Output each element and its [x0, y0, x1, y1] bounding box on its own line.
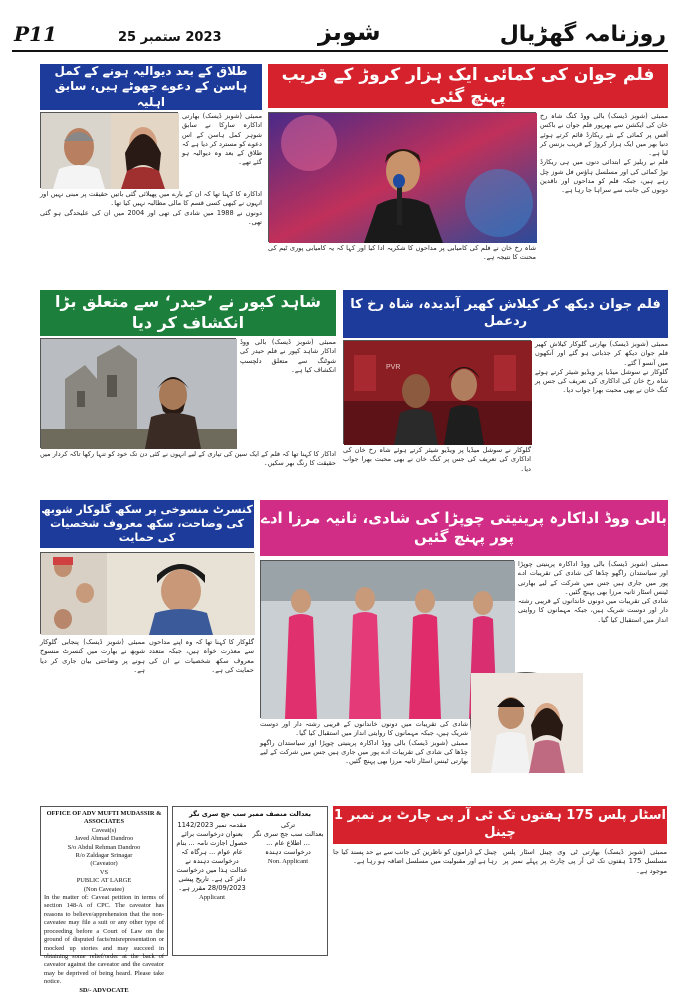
- kailash-paragraph: ممبئی (شوبز ڈیسک) بھارتی گلوکار کیلاش کھیر فلم جوان دیکھ کر جذباتی ہو گئے اور آنکھوں میں آنسو آ گئے۔: [535, 340, 668, 367]
- kailash-paragraph: گلوکار نے سوشل میڈیا پر ویڈیو شیئر کرتے ہوئے شاہ رخ خان کی اداکاری کی تعریف کی جس پر کنگ خان نے بھی محبت بھرا جواب دیا۔: [343, 446, 531, 473]
- shubh-paragraph: گلوکار کا کہنا تھا کہ وہ اپنے مداحوں سے معذرت خواہ ہیں، جبکہ متعدد معروف سکھ شخصیات نے ان کی حمایت کی ہے۔: [149, 638, 254, 674]
- notice2-label: Non. Applicant: [267, 858, 309, 865]
- starplus-column-2: [503, 848, 667, 954]
- divorce-paragraph: اداکارہ کا کہنا تھا کہ ان کے بارے میں پھیلائی گئی باتیں حقیقت پر مبنی نہیں اور انہوں نے کبھی کسی قسم کا مالی مطالبہ نہیں کیا تھا۔: [40, 190, 262, 208]
- notice1-block: [176, 821, 248, 902]
- jawan-earnings-paragraph: شاہ رخ خان نے فلم کی کامیابی پر مداحوں کا شکریہ ادا کیا اور کہا کہ یہ کامیابی پوری ٹیم کی محنت کا نتیجہ ہے۔: [268, 244, 536, 262]
- jawan-earnings-column-2: [268, 244, 536, 278]
- notice2-block: [252, 821, 324, 902]
- legal-office: OFFICE OF ADV MUFTI MUDASSIR & ASSOCIATES: [46, 810, 162, 826]
- legal-body: In the matter of: Caveat petition in terms of section 148-A of CPC. The caveator has reasons to believe/apprehension that the non-caveatee may file a suit or any other type of proceeding before a Court of Law on the ground of disputed facts/misrepresentation or mocked up stories and may succeed in obtaining some relief/order at the back of caveator against the caveator and the caveator may be deprived of being heard. Please take notice.: [44, 894, 164, 986]
- shubh-headline: کنسرٹ منسوخی پر سکھ گلوکار شوبھ کی وضاحت، سکھ معروف شخصیات کی حمایت: [40, 500, 254, 548]
- jawan-earnings-paragraph: ممبئی (شوبز ڈیسک) بالی ووڈ کنگ شاہ رخ خان کی ایکشن سے بھرپور فلم جوان نے باکس آفس پر کمائی کے نئے ریکارڈ قائم کرتے ہوئے دنیا بھر میں ایک ہزار کروڑ کے قریب بزنس کر لیا ہے۔: [540, 112, 668, 158]
- legal-party2: PUBLIC AT LARGE: [76, 877, 132, 885]
- divorce-paragraph: دونوں نے 1988 میں شادی کی تھی اور 2004 میں ان کی علیحدگی ہو گئی تھی۔: [40, 208, 262, 226]
- kailash-paragraph: گلوکار نے سوشل میڈیا پر ویڈیو شیئر کرتے ہوئے شاہ رخ خان کی اداکاری کی تعریف کی جس پر کنگ خان نے بھی محبت بھرا جواب دیا۔: [535, 367, 668, 395]
- parineeti-paragraph: ممبئی (شوبز ڈیسک) بالی ووڈ اداکارہ پرینیتی چوپڑا اور سیاستدان راگھو چڈھا کی شادی کی تقریبات ادے پور میں جاری ہیں جس میں شرکت کے لیے بھارتی ٹینس اسٹار ثانیہ مرزا بھی پہنچ گئیں۔: [260, 738, 468, 766]
- shahid-column-1: [240, 338, 336, 448]
- shahid-column-2: [40, 450, 336, 490]
- shubh-paragraph: ممبئی (شوبز ڈیسک) پنجابی گلوکار شوبھ نے بھارت میں کنسرٹ منسوخ ہونے پر وضاحتی بیان جاری کر دیا ہے۔: [40, 638, 145, 674]
- parineeti-column-2: [260, 720, 468, 810]
- jawan-earnings-headline: فلم جوان کی کمائی ایک ہزار کروڑ کے قریب پہنچ گئی: [268, 64, 668, 108]
- parineeti-headline: بالی ووڈ اداکارہ پرینیتی چوپڑا کی شادی، ثانیہ مرزا ادے پور پہنچ گئیں: [260, 500, 668, 556]
- legal-notice-urdu: [172, 806, 328, 956]
- starplus-headline: اسٹار پلس 175 ہفتوں تک ٹی آر پی چارٹ پر نمبر 1 چینل: [333, 806, 667, 844]
- notice2-text: بعدالت سب جج سری نگر ... اطلاع عام ... درخواست دہندہ: [252, 830, 324, 856]
- parineeti-paragraph: ممبئی (شوبز ڈیسک) بالی ووڈ اداکارہ پرینیتی چوپڑا اور سیاستدان راگھو چڈھا کی شادی کی تقریبات ادے پور میں جاری ہیں جس میں شرکت کے لیے بھارتی ٹینس اسٹار ثانیہ مرزا بھی پہنچ گئیں۔: [518, 560, 668, 596]
- kailash-headline: فلم جوان دیکھ کر کیلاش کھیر آبدیدہ، شاہ رخ کا ردعمل: [343, 290, 668, 338]
- legal-party1b: S/o Abdul Rehman Dandroo: [67, 843, 141, 851]
- legal-party1c: R/o Zaldagar Srinagar: [75, 852, 133, 860]
- notice1-title: بعدالت منصف ممبر سب جج سری نگر: [189, 810, 311, 818]
- parineeti-paragraph: شادی کی تقریبات میں دونوں خاندانوں کے قریبی رشتہ دار اور دوست شریک ہیں، جبکہ مہمانوں کا روایتی انداز میں استقبال کیا گیا۔: [518, 597, 668, 624]
- parineeti-paragraph: شادی کی تقریبات میں دونوں خاندانوں کے قریبی رشتہ دار اور دوست شریک ہیں، جبکہ مہمانوں کا روایتی انداز میں استقبال کیا گیا۔: [260, 720, 468, 738]
- starplus-column-1: [333, 848, 497, 954]
- legal-sign: SD/- ADVOCATE: [79, 986, 129, 994]
- shahid-haider-photo: [40, 338, 236, 448]
- shah-rukh-photo: [268, 112, 536, 242]
- jawan-earnings-column-1: [540, 112, 668, 274]
- divorce-paragraph: ممبئی (شوبز ڈیسک) بھارتی اداکارہ سارِکا نے سابق شوہر کمل ہاسن کے اس دعوے کو مسترد کر دیا ہے کہ طلاق کے بعد وہ دیوالیہ ہو گئے تھے۔: [182, 112, 262, 167]
- notice2-title: ترکی: [280, 821, 296, 829]
- notice1-label: Applicant: [198, 894, 225, 901]
- shahid-headline: شاہد کپور نے ’حیدر‘ سے متعلق بڑا انکشاف کر دیا: [40, 290, 336, 336]
- legal-notice-english: [40, 806, 168, 994]
- parineeti-column-1: [518, 560, 668, 776]
- divorce-column-1: [182, 112, 262, 190]
- issue-date: 2023 ستمبر 25: [118, 30, 222, 45]
- divorce-column-2: [40, 190, 262, 276]
- legal-caveat: Caveat(s): [91, 826, 117, 834]
- page-number: P11: [14, 22, 57, 46]
- starplus-paragraph: ممبئی (شوبز ڈیسک) بھارتی ٹی وی چینل اسٹار پلس مسلسل 175 ہفتوں تک ٹی آر پی چارٹ پر پہلے نمبر پر موجود ہے۔: [503, 848, 667, 875]
- shahid-paragraph: ممبئی (شوبز ڈیسک) بالی ووڈ اداکار شاہد کپور نے فلم حیدر کی شوٹنگ سے متعلق دلچسپ انکشاف کیا ہے۔: [240, 338, 336, 374]
- kamal-sarika-photo: [40, 112, 178, 188]
- shubh-column-1: [40, 638, 145, 778]
- divorce-headline: طلاق کے بعد دیوالیہ ہونے کے کمل ہاسن کے دعوے جھوٹے ہیں، سابق اہلیہ: [40, 64, 262, 110]
- shubh-column-2: [149, 638, 254, 778]
- kailash-column-1: [535, 340, 668, 490]
- starplus-paragraph: چینل کے ڈراموں کو ناظرین کی جانب سے بے حد پسند کیا جا رہا ہے اور مقبولیت میں مسلسل اضافہ ہو رہا ہے۔: [333, 848, 497, 866]
- shahid-paragraph: اداکار کا کہنا تھا کہ فلم کے ایک سین کی تیاری کے لیے انہوں نے کئی دن تک خود کو تنہا رکھا تاکہ کردار میں حقیقت کا رنگ بھر سکیں۔: [40, 450, 336, 468]
- kailash-column-2: [343, 446, 531, 490]
- notice1-text: مقدمہ نمبر 1142/2023 بعنوان درخواست برائے حصول اجازت نامہ ... بنام عام عوام ... ہرگاہ کہ درخواست دہندہ نے عدالت ہذا میں درخواست دائر کی ہے۔ تاریخ پیشی 28/09/2023 مقرر ہے۔: [176, 821, 248, 892]
- shubh-photo: [40, 552, 254, 634]
- legal-role1: (Caveator): [90, 860, 118, 868]
- newspaper-name: روزنامہ گھڑیال: [499, 22, 666, 47]
- legal-role2: (Non Caveatee): [83, 885, 125, 893]
- svg-text:PVR: PVR: [386, 364, 401, 371]
- kailash-cinema-photo: [343, 340, 531, 444]
- section-title: شوبز: [318, 18, 381, 46]
- jawan-earnings-paragraph: فلم نے ریلیز کے ابتدائی دنوں میں ہی ریکارڈ توڑ کمائی کی اور مسلسل ہاؤس فل شوز چل رہے ہیں، جبکہ فلم کو مداحوں اور ناقدین دونوں کی جانب سے سراہا جا رہا ہے۔: [540, 158, 668, 195]
- legal-party1: Javed Ahmad Dandroo: [74, 835, 134, 843]
- legal-vs: VS: [99, 868, 109, 876]
